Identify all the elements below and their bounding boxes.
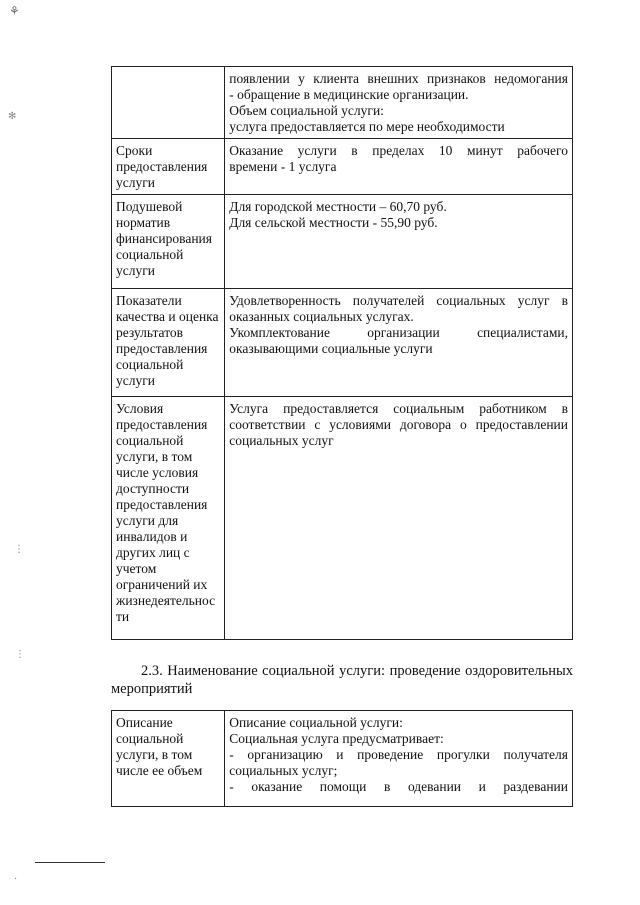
scan-speck-icon: ✻ xyxy=(8,111,17,122)
footnote-divider xyxy=(35,862,105,863)
scan-speck-icon: · xyxy=(14,874,18,885)
service-table-2-3 xyxy=(111,710,573,807)
scan-speck-icon: ⋮ xyxy=(14,544,24,555)
row-label: Показатели качества и оценка результатов предоставления социальной услуги xyxy=(112,289,225,397)
table-row xyxy=(112,67,573,139)
row-label: Описание социальной услуги, в том числе ее объем xyxy=(112,711,225,807)
row-label: Подушевой норматив финансирования социальной услуги xyxy=(112,195,225,289)
row-value: Для городской местности – 60,70 руб. Для сельской местности - 55,90 руб. xyxy=(225,195,573,289)
table-row xyxy=(112,711,573,807)
table-row xyxy=(112,195,573,289)
service-table-continued xyxy=(111,66,573,640)
row-label xyxy=(112,67,225,139)
row-value: Описание социальной услуги: Социальная услуга предусматривает: - организацию и проведение прогулки получателя социальных услуг; - оказание помощи в одевании и раздевании xyxy=(225,711,573,807)
row-value: Оказание услуги в пределах 10 минут рабочего времени - 1 услуга xyxy=(225,139,573,195)
row-value: Удовлетворенность получателей социальных услуг в оказанных социальных услугах. Укомплектование организации специалистами, оказывающими социальные услуги xyxy=(225,289,573,397)
table-row xyxy=(112,397,573,640)
row-value: Услуга предоставляется социальным работником в соответствии с условиями договора о предоставлении социальных услуг xyxy=(225,397,573,640)
row-label: Условия предоставления социальной услуги, в том числе условия доступности предоставления услуги для инвалидов и других лиц с учетом ограничений их жизнедеятельнос ти xyxy=(112,397,225,640)
table-row xyxy=(112,139,573,195)
row-value: появлении у клиента внешних признаков недомогания - обращение в медицинские организации. Объем социальной услуги: услуга предоставляется по мере необходимости xyxy=(225,67,573,139)
scan-speck-icon: ⋮ xyxy=(15,649,25,660)
section-heading: 2.3. Наименование социальной услуги: проведение оздоровительных мероприятий xyxy=(111,663,573,697)
row-label: Сроки предоставления услуги xyxy=(112,139,225,195)
crest-mark-icon: ⚘ xyxy=(9,4,20,18)
table-row xyxy=(112,289,573,397)
